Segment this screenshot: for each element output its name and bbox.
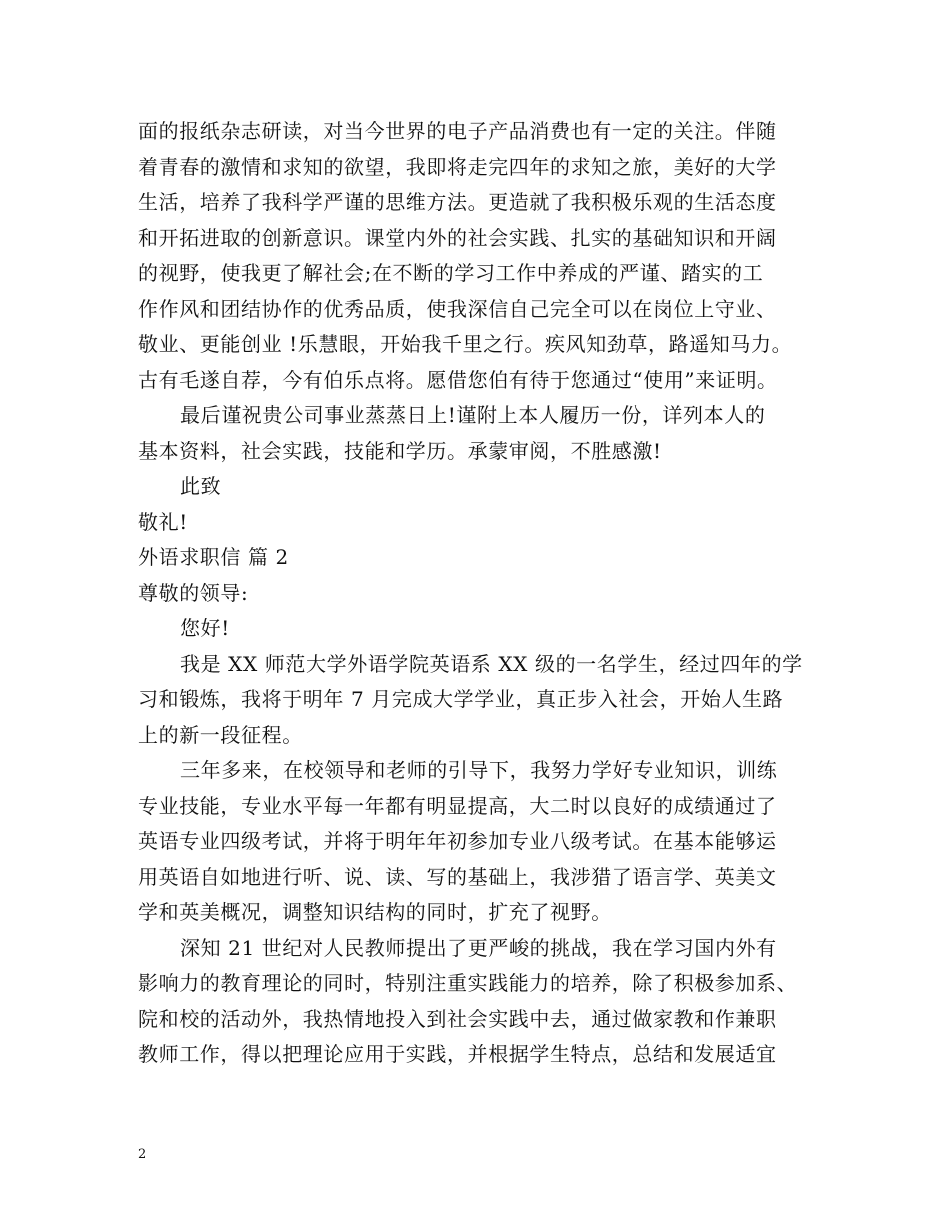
text-line: 影响力的教育理论的同时，特别注重实践能力的培养，除了积极参加系、 xyxy=(138,971,798,995)
text-line: 基本资料，社会实践，技能和学历。承蒙审阅，不胜感激! xyxy=(138,438,662,463)
text-line: 习和锻炼，我将于明年 7 月完成大学学业，真正步入社会，开始人生路 xyxy=(138,687,784,711)
text-line: 三年多来，在校领导和老师的引导下，我努力学好专业知识，训练 xyxy=(180,758,778,782)
text-line: 学和英美概况，调整知识结构的同时，扩充了视野。 xyxy=(138,900,612,924)
text-line: 古有毛遂自荐，今有伯乐点将。愿借您伯有待于您通过“使用”来证明。 xyxy=(138,367,778,392)
page-number: 2 xyxy=(138,1147,147,1162)
salutation: 尊敬的领导: xyxy=(138,580,249,605)
text-line: 上的新一段征程。 xyxy=(138,722,303,747)
text-line: 专业技能，专业水平每一年都有明显提高，大二时以良好的成绩通过了 xyxy=(138,793,777,818)
text-line: 的视野，使我更了解社会;在不断的学习工作中养成的严谨、踏实的工 xyxy=(138,261,764,285)
text-line: 我是 XX 师范大学外语学院英语系 XX 级的一名学生，经过四年的学 xyxy=(180,651,803,676)
greeting: 您好! xyxy=(180,616,230,640)
section-heading: 外语求职信 篇 2 xyxy=(138,545,289,569)
text-line: 敬礼! xyxy=(138,509,188,534)
text-line: 着青春的激情和求知的欲望，我即将走完四年的求知之旅，美好的大学 xyxy=(138,154,777,179)
text-line: 和开拓进取的创新意识。课堂内外的社会实践、扎实的基础知识和开阔 xyxy=(138,225,777,250)
text-line: 敬业、更能创业 !乐慧眼，开始我千里之行。疾风知劲草，路遥知马力。 xyxy=(138,332,793,356)
text-line: 此致 xyxy=(180,474,222,498)
text-line: 教师工作，得以把理论应用于实践，并根据学生特点，总结和发展适宜 xyxy=(138,1042,777,1066)
text-line: 生活，培养了我科学严谨的思维方法。更造就了我积极乐观的生活态度 xyxy=(138,190,777,214)
document-body xyxy=(138,114,828,1073)
text-line: 面的报纸杂志研读，对当今世界的电子产品消费也有一定的关注。伴随 xyxy=(138,119,777,143)
text-line: 作作风和团结协作的优秀品质，使我深信自己完全可以在岗位上守业、 xyxy=(138,296,777,321)
text-line: 深知 21 世纪对人民教师提出了更严峻的挑战，我在学习国内外有 xyxy=(180,935,777,960)
text-line: 用英语自如地进行听、说、读、写的基础上，我涉猎了语言学、英美文 xyxy=(138,864,777,889)
text-line: 英语专业四级考试，并将于明年年初参加专业八级考试。在基本能够运 xyxy=(138,829,777,853)
text-line: 最后谨祝贵公司事业蒸蒸日上!谨附上本人履历一份，详列本人的 xyxy=(180,403,766,427)
text-line: 院和校的活动外，我热情地投入到社会实践中去，通过做家教和作兼职 xyxy=(138,1006,777,1031)
